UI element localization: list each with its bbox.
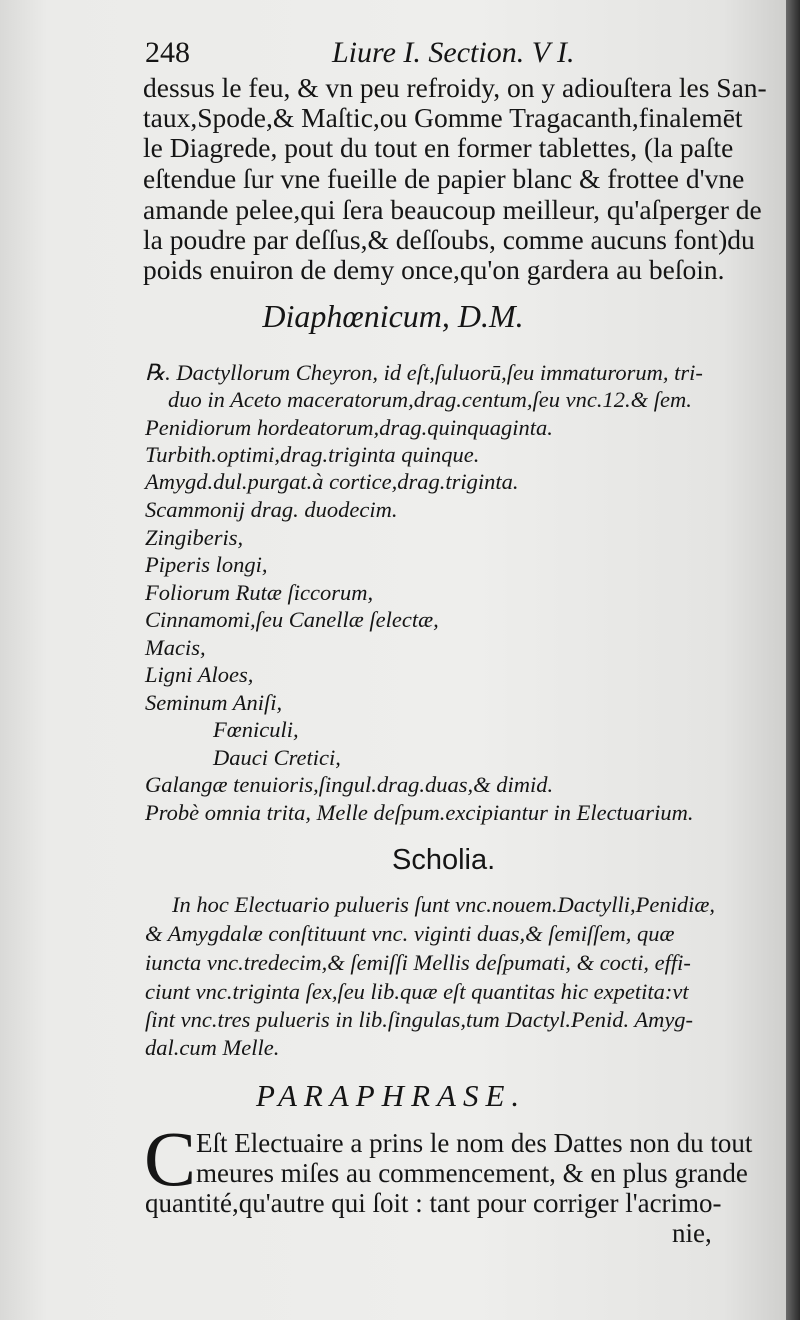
scholia-line: & Amygdalæ conſtituunt vnc. viginti duas,& ſemiſſem, quæ xyxy=(145,921,675,946)
recipe-line: duo in Aceto maceratorum,drag.centum,ſeu vnc.12.& ſem. xyxy=(168,387,692,412)
scholia-line: dal.cum Melle. xyxy=(145,1035,280,1060)
recipe-line: Penidiorum hordeatorum,drag.quinquaginta. xyxy=(145,415,553,440)
text-line: la poudre par deſſus,& deſſoubs, comme aucuns font)du xyxy=(143,224,755,255)
recipe-line: Fœniculi, xyxy=(213,717,299,742)
recipe-line: Ligni Aloes, xyxy=(145,662,254,687)
recipe-line: Cinnamomi,ſeu Canellæ ſelectæ, xyxy=(145,607,439,632)
paraphrase-heading: PARAPHRASE. xyxy=(256,1078,527,1113)
scholia-line: In hoc Electuario pulueris ſunt vnc.nouem.Dactylli,Penidiæ, xyxy=(172,892,716,917)
recipe-heading: Diaphœnicum, D.M. xyxy=(262,298,524,334)
text-line: dessus le feu, & vn peu refroidy, on y adiouſtera les San- xyxy=(143,72,767,103)
recipe-line: Dauci Cretici, xyxy=(213,745,341,770)
scholia-line: ſint vnc.tres pulueris in lib.ſingulas,tum Dactyl.Penid. Amyg- xyxy=(145,1007,694,1032)
scholia-line: ciunt vnc.triginta ſex,ſeu lib.quæ eſt quantitas hic expetita:vt xyxy=(145,979,689,1004)
recipe-line: Amygd.dul.purgat.à cortice,drag.triginta. xyxy=(145,469,519,494)
recipe-line: Scammonij drag. duodecim. xyxy=(145,497,398,522)
scholia-line: iuncta vnc.tredecim,& ſemiſſi Mellis deſpumati, & cocti, effi- xyxy=(145,950,691,975)
scholia-heading: Scholia. xyxy=(392,844,496,876)
page-number: 248 xyxy=(145,36,190,69)
recipe-line: Zingiberis, xyxy=(145,525,244,550)
recipe-line: Foliorum Rutæ ſiccorum, xyxy=(145,580,374,605)
running-title: Liure I. Section. V I. xyxy=(332,36,575,69)
text-line: quantité,qu'autre qui ſoit : tant pour corriger l'acrimo- xyxy=(145,1188,722,1218)
text-line: poids enuiron de demy once,qu'on gardera au beſoin. xyxy=(143,254,725,285)
recipe-line: Turbith.optimi,drag.triginta quinque. xyxy=(145,442,480,467)
text-line: meures miſes au commencement, & en plus grande xyxy=(196,1158,748,1188)
page-edge-shadow xyxy=(786,0,800,1320)
text-line: le Diagrede, pout du tout en former tablettes, (la paſte xyxy=(143,132,734,163)
text-line: taux,Spode,& Maſtic,ou Gomme Tragacanth,finalemēt xyxy=(143,102,743,133)
text-line: amande pelee,qui ſera beaucoup meilleur, qu'aſperger de xyxy=(143,194,762,225)
drop-cap: C xyxy=(144,1115,197,1202)
text-line: eſtendue ſur vne fueille de papier blanc & frottee d'vne xyxy=(143,163,745,194)
text-line: nie, xyxy=(672,1218,712,1248)
recipe-line: Macis, xyxy=(145,635,206,660)
text-line: Eſt Electuaire a prins le nom des Dattes non du tout xyxy=(196,1128,753,1158)
recipe-line: ℞. Dactyllorum Cheyron, id eſt,ſuluorū,ſeu immaturorum, tri- xyxy=(145,360,703,385)
recipe-line: Seminum Aniſi, xyxy=(145,690,283,715)
recipe-line: Piperis longi, xyxy=(145,552,268,577)
recipe-line: Galangæ tenuioris,ſingul.drag.duas,& dimid. xyxy=(145,772,554,797)
recipe-line: Probè omnia trita, Melle deſpum.excipiantur in Electuarium. xyxy=(145,800,694,825)
